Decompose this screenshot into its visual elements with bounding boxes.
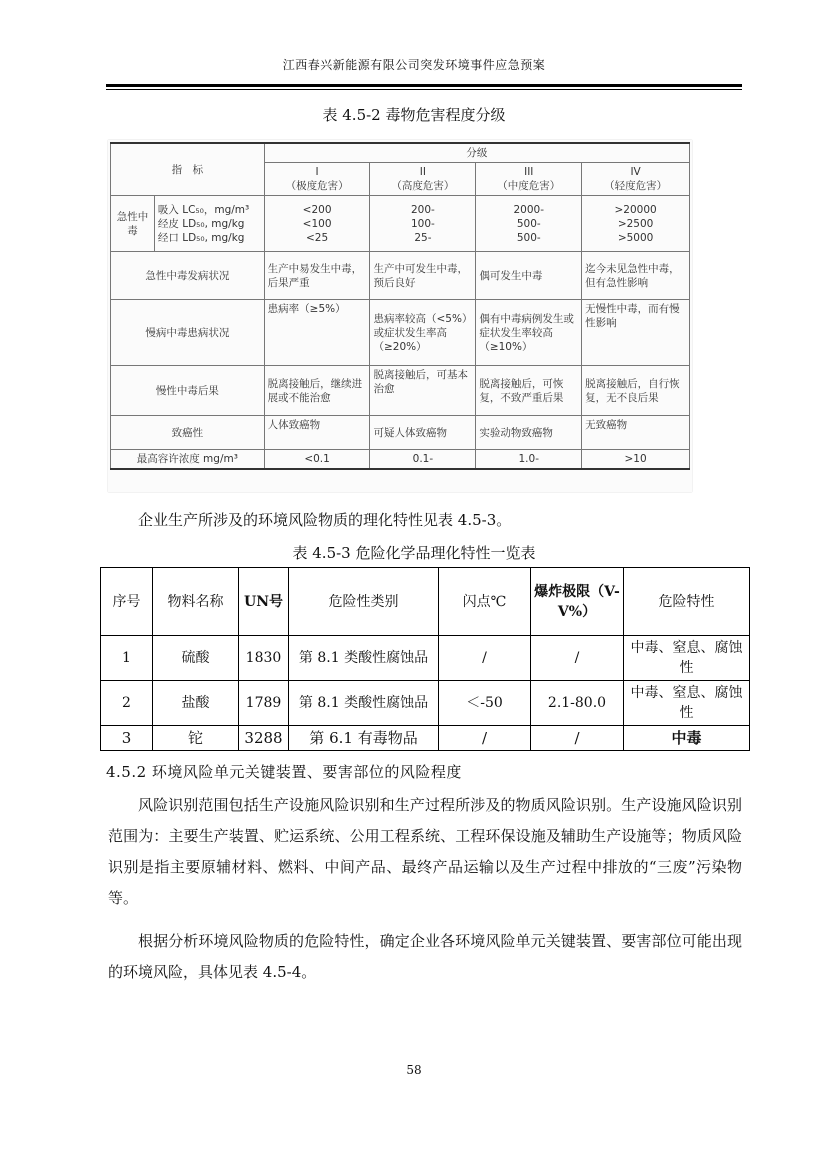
row-label: 最高容许浓度 mg/m³: [111, 450, 265, 470]
acute-items: 吸入 LC₅₀，mg/m³ 经皮 LD₅₀, mg/kg 经口 LD₅₀, mg/kg: [154, 196, 264, 252]
table-cell: 中毒、窒息、腐蚀性: [624, 681, 750, 726]
table-cell: 第 8.1 类酸性腐蚀品: [289, 681, 439, 726]
level-header: IV （轻度危害）: [582, 163, 690, 196]
table-cell: 偶可发生中毒: [476, 252, 582, 300]
table-cell: /: [439, 636, 531, 681]
table-cell: 铊: [153, 726, 239, 751]
table-cell: 1830: [239, 636, 289, 681]
table-cell: 脱离接触后，可恢复，不致严重后果: [476, 366, 582, 416]
column-header: 序号: [101, 568, 153, 636]
table-cell: 硫酸: [153, 636, 239, 681]
table-row: [101, 681, 750, 726]
table-cell: 可疑人体致癌物: [370, 416, 476, 450]
level-header: III （中度危害）: [476, 163, 582, 196]
toxicity-grade-table-image: [108, 140, 692, 492]
column-header: 危险特性: [624, 568, 750, 636]
acute-label: 急性中毒: [111, 196, 155, 252]
paragraph: 风险识别范围包括生产设施风险识别和生产过程所涉及的物质风险识别。生产设施风险识别范围为：主要生产装置、贮运系统、公用工程系统、工程环保设施及辅助生产设施等；物质风险识别是指主要原辅材料、燃料、中间产品、最终产品运输以及生产过程中排放的“三废”污染物等。: [108, 796, 742, 907]
column-header: 闪点℃: [439, 568, 531, 636]
table-cell: 脱离接触后，继续进展或不能治愈: [264, 366, 370, 416]
column-header: 物料名称: [153, 568, 239, 636]
table-cell: 2: [101, 681, 153, 726]
table-cell: ＜-50: [439, 681, 531, 726]
table-cell: 盐酸: [153, 681, 239, 726]
table-cell: 1: [101, 636, 153, 681]
table-cell: 脱离接触后，可基本治愈: [370, 366, 476, 416]
table-cell: 患病率（≥5%）: [264, 300, 370, 366]
table-cell: 患病率较高（<5%）或症状发生率高（≥20%）: [370, 300, 476, 366]
table-cell: /: [439, 726, 531, 751]
table-cell: <0.1: [264, 450, 370, 470]
header-rule: [106, 84, 742, 87]
table-cell: 生产中可发生中毒，预后良好: [370, 252, 476, 300]
table-cell: 1789: [239, 681, 289, 726]
table-cell: 1.0-: [476, 450, 582, 470]
acute-values: <200 <100 <25: [264, 196, 370, 252]
row-label: 致癌性: [111, 416, 265, 450]
chemical-properties-table: [100, 567, 750, 751]
column-header: 爆炸极限（V-V%）: [531, 568, 624, 636]
toxicity-grade-table: [110, 142, 690, 470]
header-rule-thin: [106, 89, 742, 90]
column-header: UN号: [239, 568, 289, 636]
level-header: I （极度危害）: [264, 163, 370, 196]
table-cell: 迄今未见急性中毒，但有急性影响: [582, 252, 690, 300]
table-cell: 脱离接触后，自行恢复，无不良后果: [582, 366, 690, 416]
row-label: 慢性中毒后果: [111, 366, 265, 416]
section-heading: 4.5.2 环境风险单元关键装置、要害部位的风险程度: [106, 763, 462, 781]
column-header: 危险性类别: [289, 568, 439, 636]
table-cell: 3: [101, 726, 153, 751]
table-cell: >10: [582, 450, 690, 470]
table-cell: /: [531, 726, 624, 751]
table-cell: 人体致癌物: [264, 416, 370, 450]
table-cell: 生产中易发生中毒，后果严重: [264, 252, 370, 300]
table-453-caption: 表 4.5-3 危险化学品理化特性一览表: [292, 544, 536, 562]
table-cell: 偶有中毒病例发生或症状发生率较高（≥10%）: [476, 300, 582, 366]
page-number: 58: [406, 1063, 422, 1077]
table-cell: 第 6.1 有毒物品: [289, 726, 439, 751]
indicator-header: 指 标: [111, 143, 265, 196]
table-452-caption: 表 4.5-2 毒物危害程度分级: [322, 106, 506, 124]
table-row: [101, 636, 750, 681]
table-cell: 实验动物致癌物: [476, 416, 582, 450]
table-cell: 中毒: [624, 726, 750, 751]
table-cell: 无慢性中毒，而有慢性影响: [582, 300, 690, 366]
table-row: [101, 726, 750, 751]
table-cell: 0.1-: [370, 450, 476, 470]
grade-header: 分级: [264, 143, 689, 163]
table-cell: 3288: [239, 726, 289, 751]
acute-values: >20000 >2500 >5000: [582, 196, 690, 252]
level-header: II （高度危害）: [370, 163, 476, 196]
table-cell: 第 8.1 类酸性腐蚀品: [289, 636, 439, 681]
acute-values: 2000- 500- 500-: [476, 196, 582, 252]
table-cell: 无致癌物: [582, 416, 690, 450]
paragraph: 企业生产所涉及的环境风险物质的理化特性见表 4.5-3。: [138, 511, 512, 529]
row-label: 急性中毒发病状况: [111, 252, 265, 300]
document-header: 江西春兴新能源有限公司突发环境事件应急预案: [282, 58, 546, 72]
paragraph: 根据分析环境风险物质的危险特性，确定企业各环境风险单元关键装置、要害部位可能出现的环境风险，具体见表 4.5-4。: [108, 932, 742, 981]
row-label: 慢病中毒患病状况: [111, 300, 265, 366]
table-cell: /: [531, 636, 624, 681]
acute-values: 200- 100- 25-: [370, 196, 476, 252]
table-cell: 中毒、窒息、腐蚀性: [624, 636, 750, 681]
table-cell: 2.1-80.0: [531, 681, 624, 726]
